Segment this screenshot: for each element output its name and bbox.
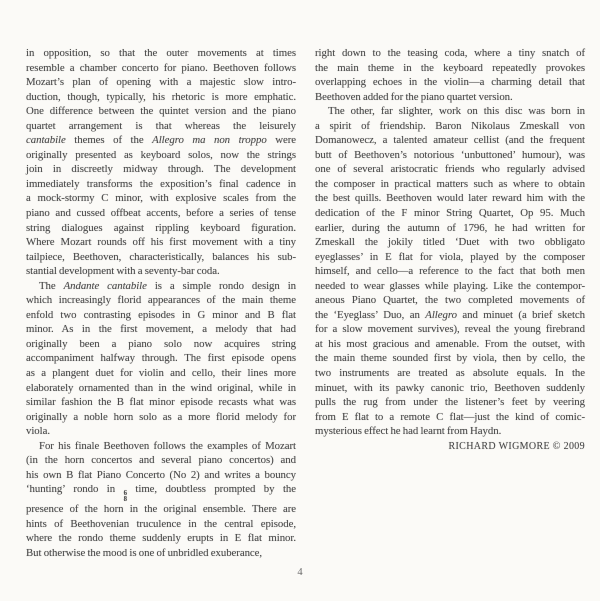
text-line: viola. [26,425,50,438]
text-line: pulls the rug from under the listener’s feet by veering [315,396,585,409]
text-line: resemble a chamber concerto for piano. Beethoven follows [26,61,296,74]
text-line: earlier, during the autumn of 1796, he had written for [315,221,585,234]
text-line: a mock-stormy C minor, with explosive scales from the [26,192,296,205]
text-line: For his finale Beethoven follows the examples of Mozart [39,439,296,452]
text-line: stantial development with a seventy-bar coda. [26,265,220,278]
text-line: quartet arrangement is that whereas the leisurely [26,119,296,132]
text-line: a spirit of friendship. Baron Nikolaus Zmeskall von [315,119,585,132]
time-signature-6-8: 6 8 [123,489,127,503]
italic-text: cantabile [26,134,66,147]
paragraph [26,279,296,439]
paragraph [26,439,296,561]
text-line: his own B flat Piano Concerto (No 2) and writes a bouncy [26,468,296,481]
text-line: The Andante cantabile is a simple rondo design in [39,279,296,292]
text-line: One difference between the quintet version and the piano [26,105,296,118]
text-line: minuet, with its pawky canonic trio, Beethoven suddenly [315,381,585,394]
text-line: accompaniment halfway through. The first episode opens [26,352,296,365]
text-line: in opposition, so that the outer movements at times [26,47,296,59]
text-line: which increasingly florid appearances of the main theme [26,294,296,307]
text-line: Beethoven added for the piano quartet version. [315,90,513,103]
text-line: immediately transforms the exposition’s final cadence in [26,177,296,190]
page-number: 4 [297,567,303,578]
text-line: himself, and cello—a reference to the fact that both men [315,265,585,278]
text-line: two instruments are treated as absolute equals. In the [315,367,585,380]
italic-text: Allegro [425,308,457,321]
text-line: as a plangent duet for violin and cello, their lines more [26,367,296,380]
text-line: Domanowecz, a talented amateur cellist (and the frequent [315,134,585,147]
paragraph [315,104,585,439]
left-column [26,46,296,561]
text-line: the ‘Eyeglass’ Duo, an Allegro and minuet (a brief sketch [315,308,586,321]
text-line: right down to the teasing coda, where a tiny snatch of [315,47,585,59]
text-line: overlapping echoes in the violin—a charming detail that [315,76,585,89]
text-line: string dialogues against rippling keyboard figuration. [26,221,296,234]
text-line: duction, though, typically, his rhetoric is more emphatic. [26,90,296,103]
text-line: elaborately ornamented than in the wind original, while in [26,381,296,394]
text-line: But otherwise the mood is one of unbridled exuberance, [26,546,263,559]
text-line: Mozart’s plan of opening with a majestic slow intro- [26,76,296,89]
text-line: the best quills. Beethoven would later reward him with the [315,192,585,205]
text-line: (in the horn concertos and several piano concertos) and [26,454,296,467]
italic-text: Allegro ma non troppo [152,134,267,147]
text-line: originally been a piano solo now acquires string [26,337,296,350]
text-line: aneous Piano Quartet, the two completed movements of [315,294,585,307]
text-line: at his most gracious and amenable. From the outset, with [315,337,585,350]
right-column [315,46,585,561]
text-line: tailpiece, Beethoven, characteristically, balances his sub- [26,250,296,263]
paragraph [26,46,296,279]
paragraph [315,46,585,104]
text-line: piano and cussed offbeat accents, before a series of tense [26,207,296,220]
text-line: presence of the horn in the original ensemble. There are [26,503,296,516]
text-line: enfold two contrasting episodes in G minor and B flat [26,308,296,321]
text-line: mysterious effect he had learnt from Haydn. [315,425,502,438]
text-line: minor. As in the first movement, a melody that had [26,323,296,336]
text-line: eyeglasses’ in E flat for viola, played by the composer [315,250,585,263]
right-column-text [315,46,585,439]
text-line: Where Mozart rounds off his first movement with a tiny [26,236,296,249]
author-credit: RICHARD WIGMORE © 2009 [448,440,585,452]
text-line: the composer in practical matters such as where to obtain [315,177,585,190]
text-line: the main theme sounded first by viola, then by cello, the [315,352,585,365]
text-line: from E flat to a remote C flat—just the kind of comic- [315,410,585,423]
text-line: hints of Beethovenian truculence in the central episode, [26,517,296,530]
text-line: one of several aristocratic friends who regularly advised [315,163,585,176]
text-line: for a slow movement survives), reveal the young firebrand [315,323,585,336]
text-line: similar fashion the B flat minor episode recasts what was [26,396,296,409]
text-line: needed to wear glasses while playing. Like the contempor- [315,279,585,292]
text-line: the main theme in the keyboard repeatedly provokes [315,61,585,74]
text-line: originally a noble horn solo as a more florid melody for [26,410,296,423]
text-line: Zmeskall the jokily titled ‘Duet with two obbligato [315,236,585,249]
text-line: dedication of the F minor String Quartet, Op 95. Much [315,207,585,220]
text-line: cantabile themes of the Allegro ma non troppo were [26,134,296,147]
text-line: ‘hunting’ rondo in 6 8 time, doubtless prompted by the [26,483,296,503]
text-columns [26,46,587,561]
text-line: join in discreetly midway through. The development [26,163,296,176]
text-line: butt of Beethoven’s notorious ‘unbuttoned’ humour), was [315,148,585,161]
text-line: originally presented as keyboard solos, now the strings [26,148,296,161]
text-line: where the rondo theme suddenly erupts in E flat minor. [26,532,296,545]
italic-text: Andante cantabile [63,279,147,292]
text-line: The other, far slighter, work on this disc was born in [328,105,585,118]
